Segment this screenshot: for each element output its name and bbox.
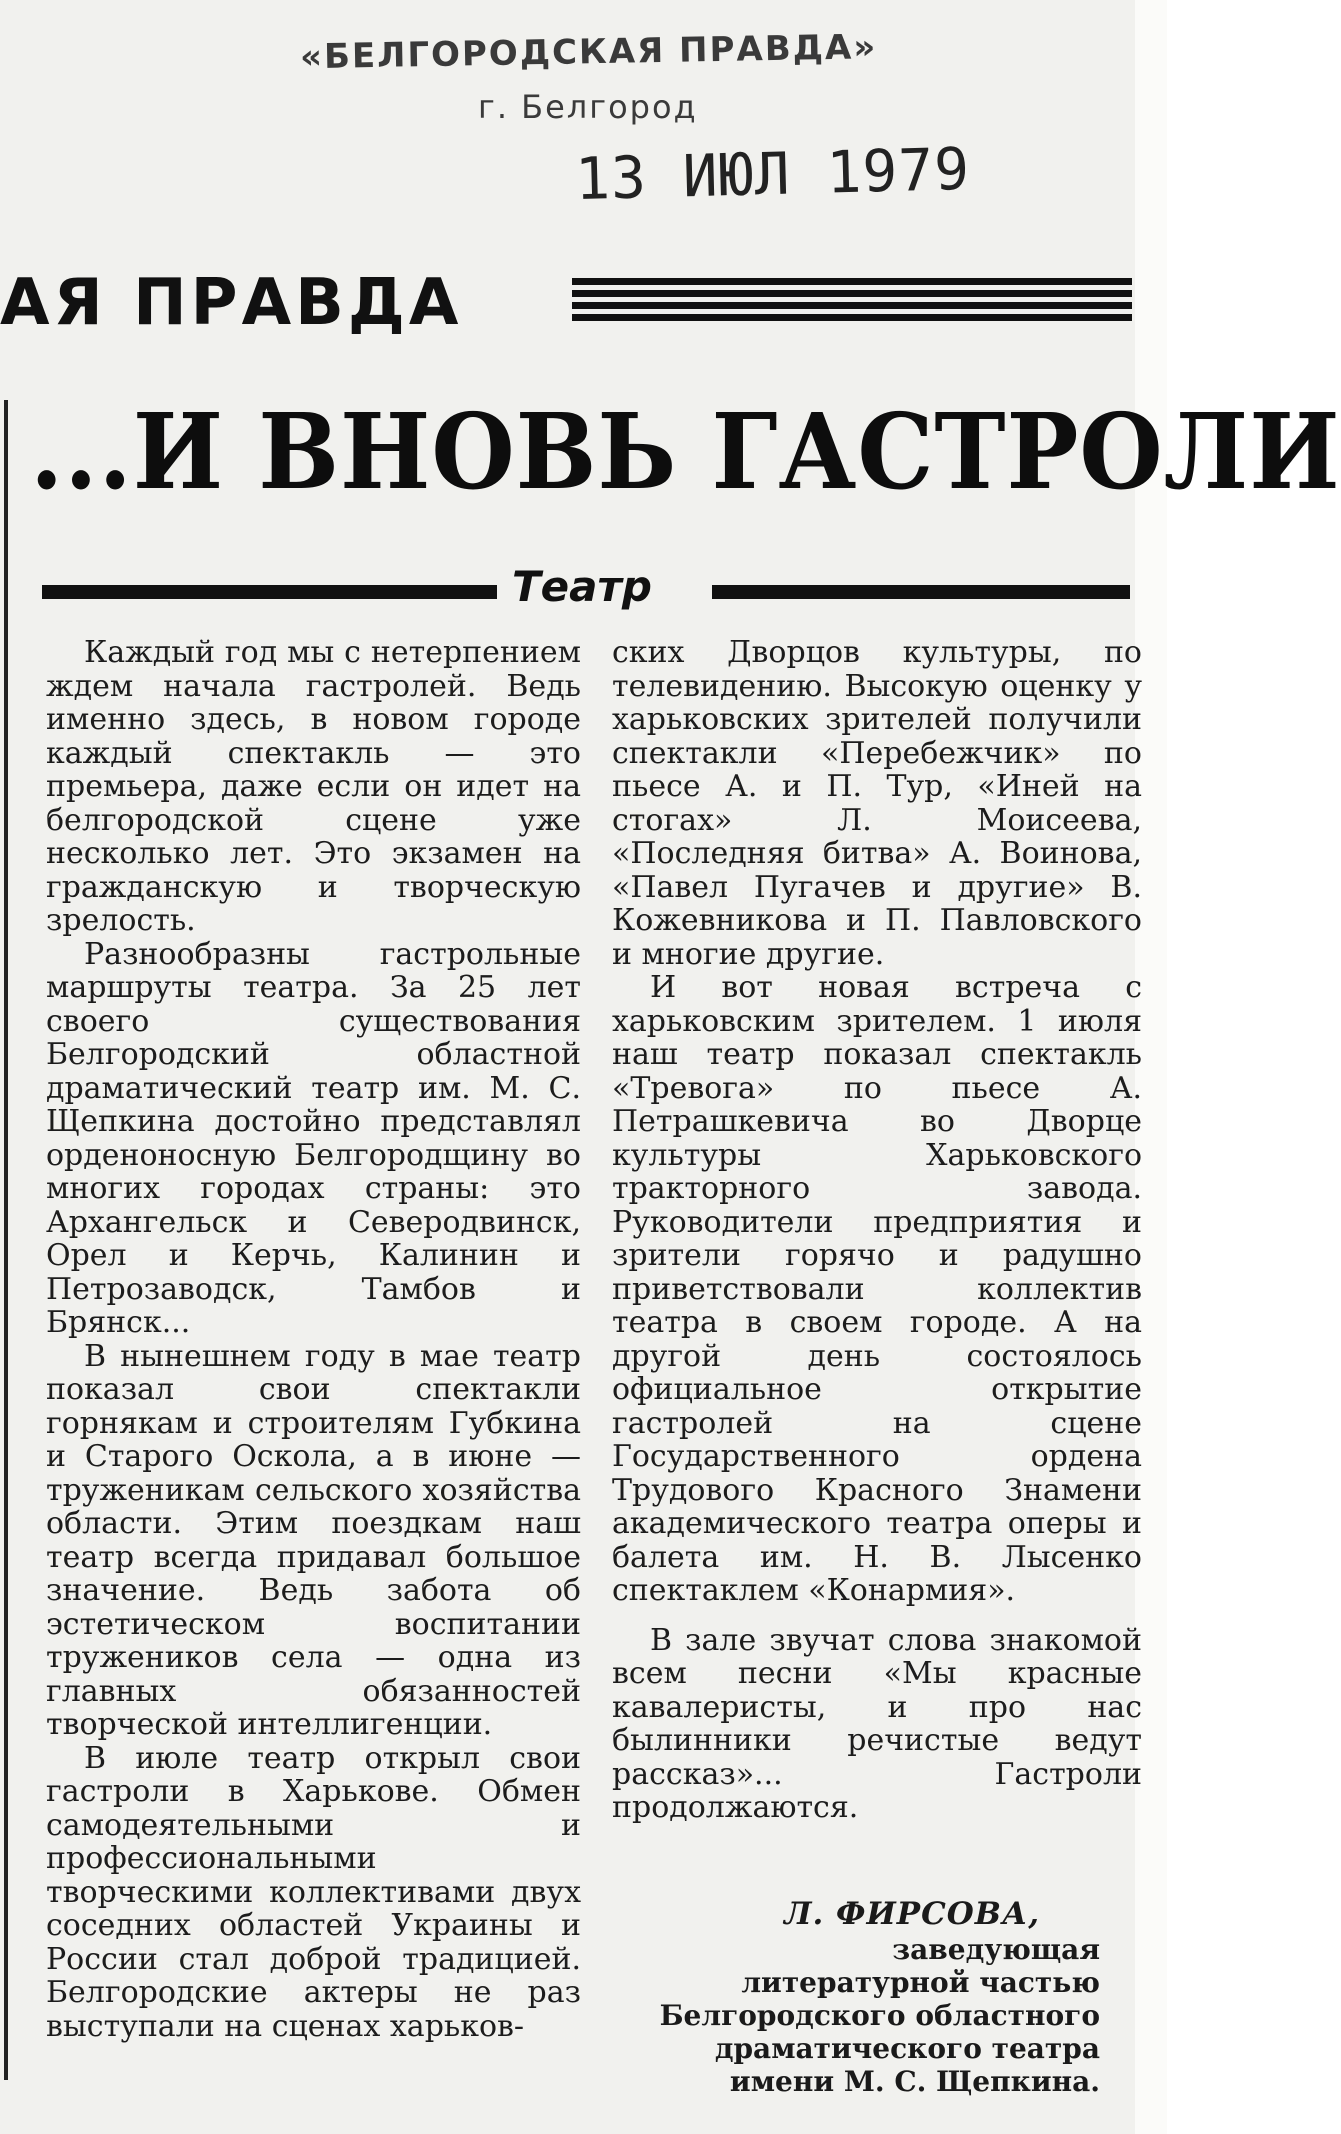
masthead-rules <box>572 278 1132 322</box>
paragraph: ских Дворцов культуры, по телевидению. Высокую оценку у харьковских зрителей получили спектакли «Перебежчик» по пьесе А. и П. Тур, «Иней на стогах» Л. Моисеева, «Последняя битва» А. Воинова, «Павел Пугачев и другие» В. Кожевникова и П. Павловского и многие другие. <box>612 635 1142 972</box>
paragraph: И вот новая встреча с харьковским зрителем. 1 июля наш театр показал спектакль «Тревога» по пьесе А. Петрашкевича во Дворце культуры Харьковского тракторного завода. Руководители предприятия и зрители горячо и радушно приветствовали коллектив театра в своем городе. А на другой день состоялось официальное открытие гастролей на сцене Государственного ордена Трудового Красного Знамени академического театра оперы и балета им. Н. В. Лысенко спектаклем «Конармия». <box>612 970 1142 1608</box>
rubric-rule-right <box>712 585 1130 599</box>
author-position-line: имени М. С. Щепкина. <box>729 2065 1100 2098</box>
paragraph: Каждый год мы с нетерпением ждем начала гастролей. Ведь именно здесь, в новом городе каждый спектакль — это премьера, даже если он идет на белгородской сцене уже несколько лет. Это экзамен на гражданскую и творческую зрелость. <box>46 635 581 938</box>
paragraph: Разнообразны гастрольные маршруты театра. За 25 лет своего существования Белгородский областной драматический театр им. М. С. Щепкина достойно представлял орденоносную Белгородщину во многих городах страны: это Архангельск и Северодвинск, Орел и Керчь, Калинин и Петрозаводск, Тамбов и Брянск... <box>46 936 581 1340</box>
rubric-rule-left <box>42 585 497 599</box>
column-border <box>4 400 8 2080</box>
author-name: Л. ФИРСОВА, <box>784 1896 1040 1932</box>
paragraph: В июле театр открыл свои гастроли в Харькове. Обмен самодеятельными и профессиональными творческими коллективами двух соседних областей Украины и России стал доброй традицией. Белгородские актеры не раз выступали на сценах харьков- <box>46 1740 581 2044</box>
stamp-city: г. Белгород <box>478 88 698 126</box>
paragraph: В нынешнем году в мае театр показал свои спектакли горнякам и строителям Губкина и Старого Оскола, а в июне — труженикам сельского хозяйства области. Этим поездкам наш театр всегда придавал большое значение. Ведь забота об эстетическом воспитании тружеников села — одна из главных обязанностей творческой интеллигенции. <box>46 1338 581 1742</box>
article-headline: ...И ВНОВЬ ГАСТРОЛИ <box>30 390 1341 513</box>
author-position-line: заведующая <box>892 1933 1100 1966</box>
stamp-date: 13 ИЮЛ 1979 <box>574 134 971 214</box>
article-column-right <box>612 636 1142 1825</box>
rubric-label: Театр <box>512 562 652 611</box>
paragraph: В зале звучат слова знакомой всем песни «Мы красные кавалеристы, и про нас былинники речистые ведут рассказ»... Гастроли продолжаются. <box>612 1622 1142 1825</box>
author-position-line: литературной частью <box>741 1966 1100 1999</box>
masthead: АЯ ПРАВДА <box>0 266 463 340</box>
author-signature <box>620 1895 1100 2098</box>
author-position-line: Белгородского областного <box>659 1999 1100 2032</box>
author-position-line: драматического театра <box>714 2032 1100 2065</box>
stamp-paper-name: «БЕЛГОРОДСКАЯ ПРАВДА» <box>299 27 878 78</box>
article-column-left <box>46 636 581 2043</box>
